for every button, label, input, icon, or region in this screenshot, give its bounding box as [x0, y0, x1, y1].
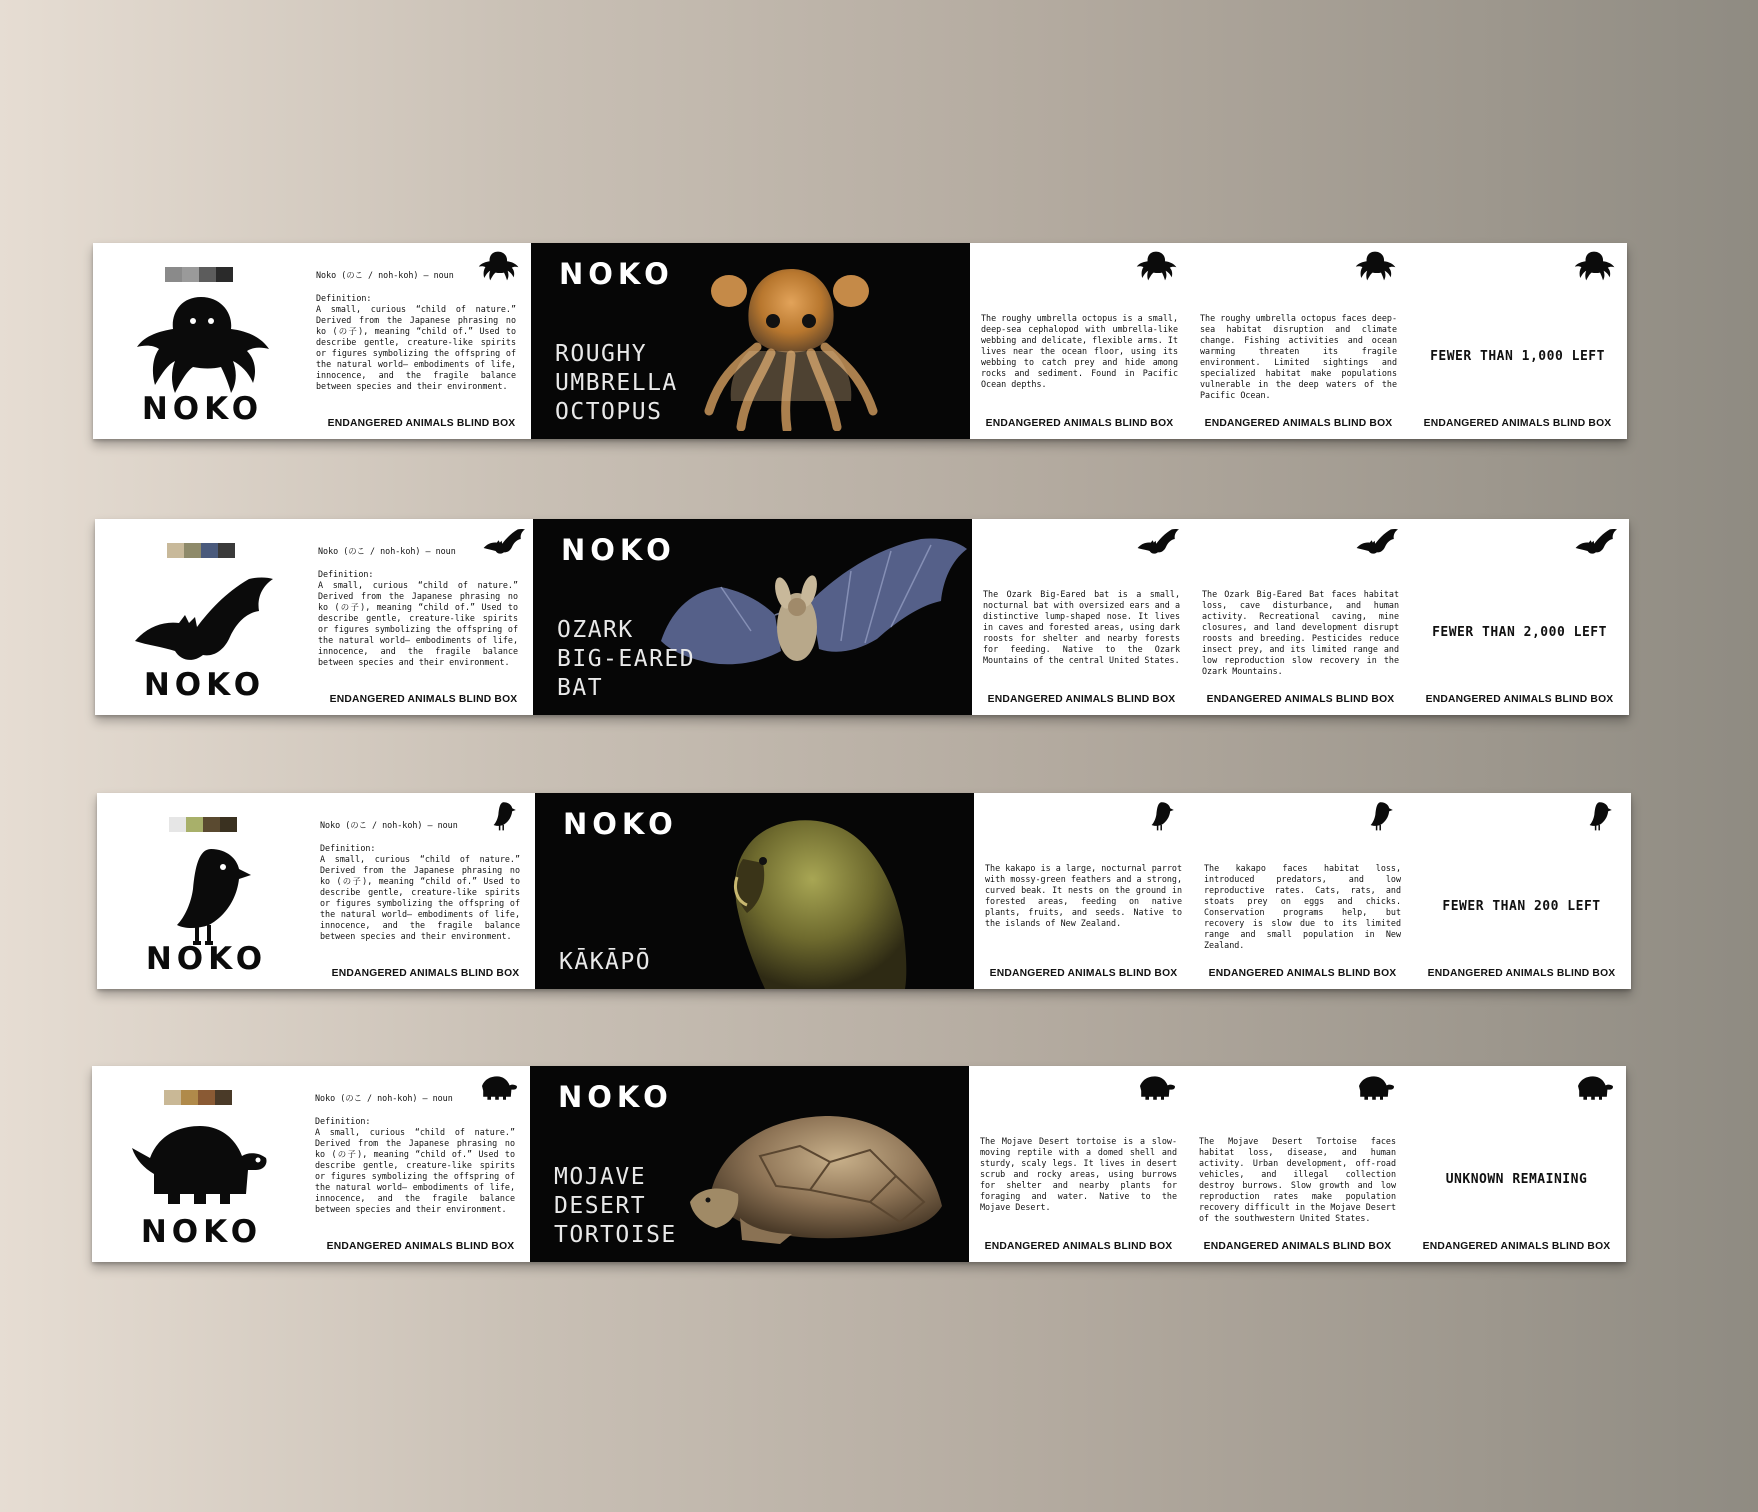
- tortoise-icon: [1134, 1074, 1176, 1104]
- bird-icon: [1577, 801, 1619, 831]
- population-count: FEWER THAN 1,000 LEFT: [1430, 349, 1605, 364]
- hero-brand: NOKO: [559, 257, 674, 291]
- definition-panel: [316, 793, 535, 989]
- footer-label: ENDANGERED ANIMALS BLIND BOX: [327, 418, 516, 429]
- tortoise-icon: [1572, 1074, 1614, 1104]
- color-swatches: [165, 267, 233, 282]
- population-panel: [1412, 793, 1631, 989]
- swatch: [199, 267, 216, 282]
- label-strip-kakapo: [97, 793, 1631, 989]
- logo-panel: [93, 243, 312, 439]
- octopus-icon: [1573, 251, 1615, 281]
- brand-wordmark: NOKO: [145, 941, 268, 977]
- swatch: [164, 1090, 181, 1105]
- species-name: ROUGHY UMBRELLA OCTOPUS: [555, 341, 678, 425]
- hero-brand: NOKO: [563, 807, 678, 841]
- footer-label: ENDANGERED ANIMALS BLIND BOX: [1206, 694, 1395, 705]
- bird-icon: [1358, 801, 1400, 831]
- threats-panel: [1193, 793, 1412, 989]
- population-panel: [1408, 243, 1627, 439]
- hero-panel: [535, 793, 974, 989]
- brand-wordmark: NOKO: [140, 1214, 263, 1250]
- threats-description: The roughy umbrella octopus faces deep-sea habitat disruption and climate change. Fishing activities and ocean warming threaten its fragile environment. Limited sightings and specialized habitat make populations vulnerable in the deep waters of the Pacific Ocean.: [1200, 313, 1397, 400]
- definition-panel: [311, 1066, 530, 1262]
- footer-label: ENDANGERED ANIMALS BLIND BOX: [1422, 1241, 1611, 1252]
- swatch: [169, 817, 186, 832]
- description-panel: [970, 243, 1189, 439]
- bird-icon: [135, 845, 275, 945]
- threats-description: The Mojave Desert Tortoise faces habitat loss, disease, and human activity. Urban development, off-road vehicles, and illegal collection destroy burrows. Slow growth and low reproduction rates make population recovery difficult in the Mojave Desert of the southwestern United States.: [1199, 1136, 1396, 1223]
- bat-icon: [1575, 527, 1617, 557]
- swatch: [198, 1090, 215, 1105]
- bird-icon: [1139, 801, 1181, 831]
- threats-description: The kakapo faces habitat loss, introduced predators, and low reproductive rates. Cats, rats, and stoats prey on eggs and chicks. Conservation programs help, but recovery is slow due to its limited range and small population in New Zealand.: [1204, 863, 1401, 950]
- label-strip-bat: [95, 519, 1629, 715]
- tortoise-illustration: [680, 1106, 950, 1246]
- kakapo-illustration: [707, 817, 927, 989]
- definition-panel: [314, 519, 533, 715]
- octopus-icon: [1354, 251, 1396, 281]
- swatch: [216, 267, 233, 282]
- bat-icon: [1137, 527, 1179, 557]
- definition-panel: [312, 243, 531, 439]
- label-strip-tortoise: [92, 1066, 1626, 1262]
- swatch: [181, 1090, 198, 1105]
- definition-heading: Noko (のこ / noh-koh) — noun: [318, 546, 456, 556]
- swatch: [220, 817, 237, 832]
- bird-icon: [481, 801, 523, 831]
- definition-body: Definition: A small, curious “child of nature.” Derived from the Japanese phrasing no ko (の子), meaning “child of.” Used to describe gentle, creature-like spirits or figures symbolizing the offspring of the natural world— embodiments of life, innocence, and the fragile balance between species and their environment.: [320, 843, 520, 941]
- population-count: UNKNOWN REMAINING: [1445, 1172, 1588, 1187]
- species-description: The Mojave Desert tortoise is a slow-moving reptile with a domed shell and sturdy, scaly legs. It lives in desert scrub and rocky areas, using burrows for shelter and nearby plants for foraging and water. Native to the Mojave Desert.: [980, 1136, 1177, 1212]
- logo-panel: [95, 519, 314, 715]
- threats-panel: [1189, 243, 1408, 439]
- footer-label: ENDANGERED ANIMALS BLIND BOX: [331, 968, 520, 979]
- definition-body: Definition: A small, curious “child of nature.” Derived from the Japanese phrasing no ko (の子), meaning “child of.” Used to describe gentle, creature-like spirits or figures symbolizing the offspring of the natural world— embodiments of life, innocence, and the fragile balance between species and their environment.: [318, 569, 518, 667]
- footer-label: ENDANGERED ANIMALS BLIND BOX: [1208, 968, 1397, 979]
- threats-description: The Ozark Big-Eared Bat faces habitat loss, cave disturbance, and human activity. Recreational caving, mine closures, and land development disrupt roosts and breeding. Pesticides reduce insect prey, and its limited range and low reproduction slow recovery in the Ozark Mountains.: [1202, 589, 1399, 676]
- hero-panel: [530, 1066, 969, 1262]
- footer-label: ENDANGERED ANIMALS BLIND BOX: [989, 968, 1178, 979]
- hero-panel: [531, 243, 970, 439]
- octopus-icon: [477, 251, 519, 281]
- footer-label: ENDANGERED ANIMALS BLIND BOX: [1204, 418, 1393, 429]
- brand-wordmark: NOKO: [141, 391, 264, 427]
- description-panel: [972, 519, 1191, 715]
- description-panel: [974, 793, 1193, 989]
- swatch: [215, 1090, 232, 1105]
- octopus-icon: [1135, 251, 1177, 281]
- hero-panel: [533, 519, 972, 715]
- footer-label: ENDANGERED ANIMALS BLIND BOX: [326, 1241, 515, 1252]
- bat-icon: [483, 527, 525, 557]
- hero-brand: NOKO: [558, 1080, 673, 1114]
- footer-label: ENDANGERED ANIMALS BLIND BOX: [329, 694, 518, 705]
- footer-label: ENDANGERED ANIMALS BLIND BOX: [987, 694, 1176, 705]
- footer-label: ENDANGERED ANIMALS BLIND BOX: [984, 1241, 1173, 1252]
- population-panel: [1410, 519, 1629, 715]
- threats-panel: [1188, 1066, 1407, 1262]
- swatch: [201, 543, 218, 558]
- octopus-illustration: [701, 251, 881, 431]
- definition-body: Definition: A small, curious “child of nature.” Derived from the Japanese phrasing no ko (の子), meaning “child of.” Used to describe gentle, creature-like spirits or figures symbolizing the offspring of the natural world— embodiments of life, innocence, and the fragile balance between species and their environment.: [316, 293, 516, 391]
- bat-icon: [133, 571, 273, 671]
- definition-body: Definition: A small, curious “child of nature.” Derived from the Japanese phrasing no ko (の子), meaning “child of.” Used to describe gentle, creature-like spirits or figures symbolizing the offspring of the natural world— embodiments of life, innocence, and the fragile balance between species and their environment.: [315, 1116, 515, 1214]
- bat-icon: [1356, 527, 1398, 557]
- label-strip-octopus: [93, 243, 1627, 439]
- species-description: The roughy umbrella octopus is a small, deep-sea cephalopod with umbrella-like webbing and delicate, flexible arms. It lives near the ocean floor, using its webbing to catch prey and hide among rocks and sediment. Found in Pacific Ocean depths.: [981, 313, 1178, 389]
- tortoise-icon: [476, 1074, 518, 1104]
- footer-label: ENDANGERED ANIMALS BLIND BOX: [985, 418, 1174, 429]
- swatch: [182, 267, 199, 282]
- tortoise-icon: [130, 1118, 270, 1218]
- species-name: MOJAVE DESERT TORTOISE: [554, 1164, 677, 1248]
- threats-panel: [1191, 519, 1410, 715]
- swatch: [167, 543, 184, 558]
- color-swatches: [164, 1090, 232, 1105]
- logo-panel: [97, 793, 316, 989]
- brand-wordmark: NOKO: [143, 667, 266, 703]
- footer-label: ENDANGERED ANIMALS BLIND BOX: [1427, 968, 1616, 979]
- species-description: The Ozark Big-Eared bat is a small, nocturnal bat with oversized ears and a distinctive lump-shaped nose. It lives in caves and forested areas, using dark roosts for shelter and nearby forests for feeding. Native to the Ozark Mountains of the central United States.: [983, 589, 1180, 665]
- population-count: FEWER THAN 2,000 LEFT: [1432, 625, 1607, 640]
- swatch: [218, 543, 235, 558]
- logo-panel: [92, 1066, 311, 1262]
- bat-illustration: [651, 531, 969, 681]
- definition-heading: Noko (のこ / noh-koh) — noun: [316, 270, 454, 280]
- swatch: [186, 817, 203, 832]
- swatch: [203, 817, 220, 832]
- species-name: KĀKĀPŌ: [559, 949, 652, 975]
- footer-label: ENDANGERED ANIMALS BLIND BOX: [1423, 418, 1612, 429]
- color-swatches: [167, 543, 235, 558]
- footer-label: ENDANGERED ANIMALS BLIND BOX: [1203, 1241, 1392, 1252]
- species-description: The kakapo is a large, nocturnal parrot with mossy-green feathers and a strong, curved beak. It nests on the ground in forested areas, feeding on native plants, fruits, and seeds. Native to the islands of New Zealand.: [985, 863, 1182, 928]
- definition-heading: Noko (のこ / noh-koh) — noun: [320, 820, 458, 830]
- swatch: [165, 267, 182, 282]
- population-count: FEWER THAN 200 LEFT: [1442, 899, 1601, 914]
- description-panel: [969, 1066, 1188, 1262]
- footer-label: ENDANGERED ANIMALS BLIND BOX: [1425, 694, 1614, 705]
- swatch: [184, 543, 201, 558]
- color-swatches: [169, 817, 237, 832]
- octopus-icon: [131, 295, 271, 395]
- tortoise-icon: [1353, 1074, 1395, 1104]
- hero-brand: NOKO: [561, 533, 676, 567]
- species-name: OZARK BIG-EARED BAT: [557, 617, 696, 701]
- population-panel: [1407, 1066, 1626, 1262]
- definition-heading: Noko (のこ / noh-koh) — noun: [315, 1093, 453, 1103]
